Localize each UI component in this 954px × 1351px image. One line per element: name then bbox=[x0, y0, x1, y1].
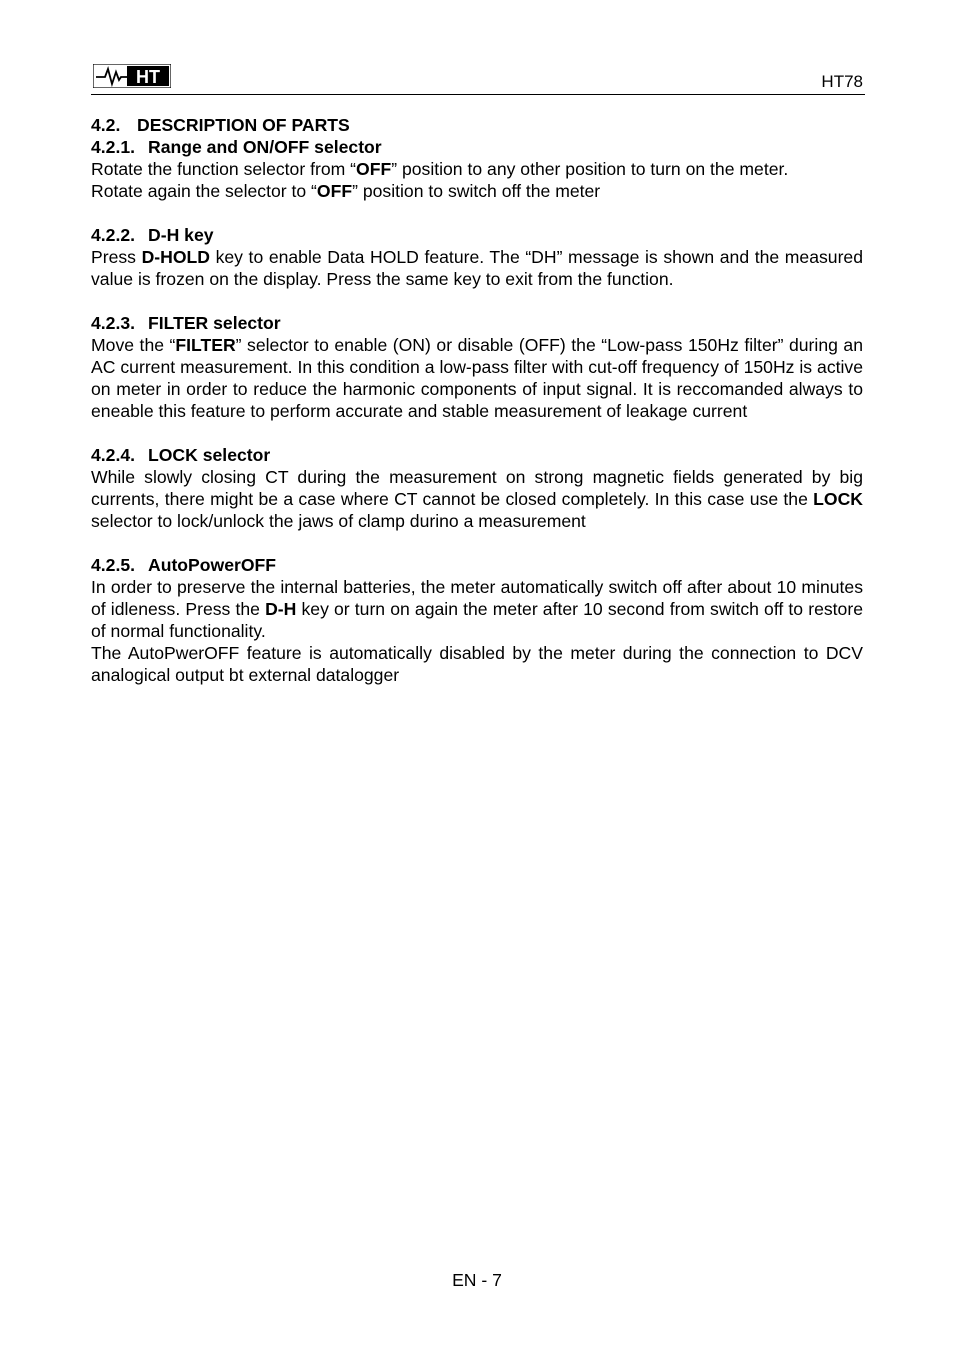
subsection-heading: 4.2.3. FILTER selector bbox=[91, 313, 281, 333]
paragraph: Press D-HOLD key to enable Data HOLD feature. The “DH” message is shown and the measured value is frozen on the display. Press the same key to exit from the function. bbox=[91, 247, 863, 289]
paragraph: Rotate the function selector from “OFF” position to any other position to turn on the meter. bbox=[91, 159, 789, 179]
paragraph: While slowly closing CT during the measurement on strong magnetic fields generated by big currents, there might be a case where CT cannot be closed completely. In this case use the LOCK selector to lock/unlock the jaws of clamp durino a measurement bbox=[91, 467, 863, 531]
section-heading: 4.2. DESCRIPTION OF PARTS bbox=[91, 115, 350, 135]
ht-logo-icon bbox=[93, 64, 171, 88]
page-header bbox=[91, 62, 865, 95]
paragraph: Move the “FILTER” selector to enable (ON) or disable (OFF) the “Low-pass 150Hz filter” during an AC current measurement. In this condition a low-pass filter with cut-off frequency of 150Hz is active on meter in order to reduce the harmonic components of input signal. It is reccomanded always to eneable this feature to perform accurate and stable measurement of leakage current bbox=[91, 335, 863, 421]
page-number: EN - 7 bbox=[452, 1270, 502, 1290]
subsection-heading: 4.2.1. Range and ON/OFF selector bbox=[91, 137, 382, 157]
subsection-heading: 4.2.2. D-H key bbox=[91, 225, 214, 245]
subsection-autopoweroff bbox=[91, 554, 863, 686]
subsection-heading: 4.2.4. LOCK selector bbox=[91, 445, 271, 465]
subsection-lock-selector bbox=[91, 444, 863, 532]
model-name: HT78 bbox=[821, 72, 863, 91]
subsection-dh-key bbox=[91, 224, 863, 290]
subsection-filter-selector bbox=[91, 312, 863, 422]
paragraph: Rotate again the selector to “OFF” position to switch off the meter bbox=[91, 181, 601, 201]
document-body bbox=[91, 114, 863, 686]
paragraph: The AutoPwerOFF feature is automatically disabled by the meter during the connection to DCV analogical output bt external datalogger bbox=[91, 643, 863, 685]
paragraph: In order to preserve the internal batteries, the meter automatically switch off after about 10 minutes of idleness. Press the D-H key or turn on again the meter after 10 second from switch off to restore of normal functionality. bbox=[91, 577, 863, 641]
subsection-heading: 4.2.5. AutoPowerOFF bbox=[91, 555, 277, 575]
svg-text:HT: HT bbox=[136, 67, 160, 87]
subsection-range-onoff bbox=[91, 136, 863, 202]
